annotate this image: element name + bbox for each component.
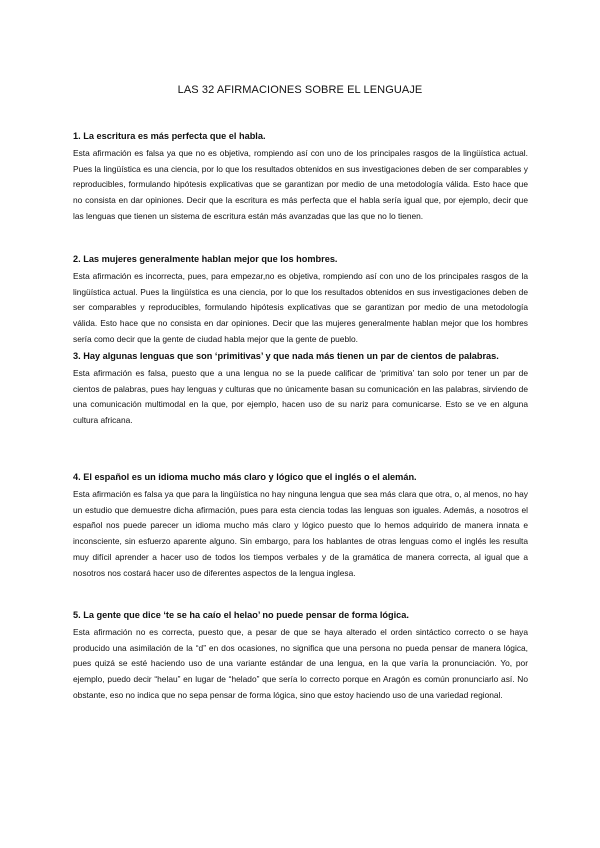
section-2-heading: 2. Las mujeres generalmente hablan mejor que los hombres. bbox=[73, 254, 338, 264]
section-5-heading: 5. La gente que dice ‘te se ha caío el helao’ no puede pensar de forma lógica. bbox=[73, 610, 409, 620]
section-2-body: Esta afirmación es incorrecta, pues, para empezar,no es objetiva, rompiendo así con uno de los principales rasgos de la lingüística actual. Pues la lingüística es una ciencia, por lo que los resultados obtenidos en sus investigaciones deben de ser comparables y reproducibles, formulando hipótesis explicativas que se garantizan por medio de una metodología válida. Esto hace que no consista en dar opiniones. Decir que las mujeres generalmente hablan mejor que los hombres sería como decir que la gente de ciudad habla mejor que la gente de pueblo. bbox=[73, 271, 528, 344]
section-4-body: Esta afirmación es falsa ya que para la lingüística no hay ninguna lengua que sea más clara que otra, o, al menos, no hay un estudio que demuestre dicha afirmación, pues para esta ciencia todas las lenguas son iguales. Además, a nosotros el español nos puede parecer un idioma mucho más claro y lógico puesto que lo hemos adquirido de manera innata e inconsciente, sin esfuerzo aparente alguno. Sin embargo, para los hablantes de otras lenguas como el inglés les resulta muy difícil aprender a hacer uso de todos los tiempos verbales y de la gramática de manera correcta, al igual que a nosotros nos costará hacer uso de diferentes aspectos de la lengua inglesa. bbox=[73, 489, 528, 578]
section-1-body: Esta afirmación es falsa ya que no es objetiva, rompiendo así con uno de los principales rasgos de la lingüística actual. Pues la lingüística es una ciencia, por lo que los resultados obtenidos en sus investigaciones deben de ser comparables y reproducibles, formulando hipótesis explicativas que se garantizan por medio de una metodología válida. Esto hace que no consista en dar opiniones. Decir que la escritura es más perfecta que el habla sería igual que, por ejemplo, decir que las lenguas que tienen un sistema de escritura están más avanzadas que las que no lo tienen. bbox=[73, 148, 528, 221]
section-5 bbox=[73, 609, 528, 704]
section-5-body: Esta afirmación no es correcta, puesto que, a pesar de que se haya alterado el orden sintáctico correcto o se haya producido una asimilación de la “d” en dos ocasiones, no significa que una persona no pueda pensar de manera lógica, pues quizá se esté haciendo uso de una variante estándar de una lengua, en la que varía la pronunciación. Yo, por ejemplo, puedo decir “helau” en lugar de “helado” que sería lo correcto porque en Aragón es común pronunciarlo así. No obstante, eso no indica que no sepa pensar de forma lógica, sino que estoy haciendo uso de una variedad regional. bbox=[73, 627, 528, 700]
section-4 bbox=[73, 471, 528, 581]
section-3 bbox=[73, 350, 528, 429]
document-title: LAS 32 AFIRMACIONES SOBRE EL LENGUAJE bbox=[177, 84, 423, 96]
section-4-heading: 4. El español es un idioma mucho más claro y lógico que el inglés o el alemán. bbox=[73, 472, 417, 482]
section-1 bbox=[73, 130, 528, 225]
section-3-heading: 3. Hay algunas lenguas que son ‘primitivas’ y que nada más tienen un par de cientos de palabras. bbox=[73, 351, 499, 361]
section-2 bbox=[73, 253, 528, 348]
section-3-body: Esta afirmación es falsa, puesto que a una lengua no se la puede calificar de ‘primitiva’ tan solo por tener un par de cientos de palabras, pues hay lenguas y culturas que no únicamente basan su comunicación en las palabras, sirviendo de una comunicación multimodal en la que, por ejemplo, hacen uso de su nariz para comunicarse. Esto se ve en alguna cultura africana. bbox=[73, 368, 528, 426]
section-1-heading: 1. La escritura es más perfecta que el habla. bbox=[73, 131, 266, 141]
